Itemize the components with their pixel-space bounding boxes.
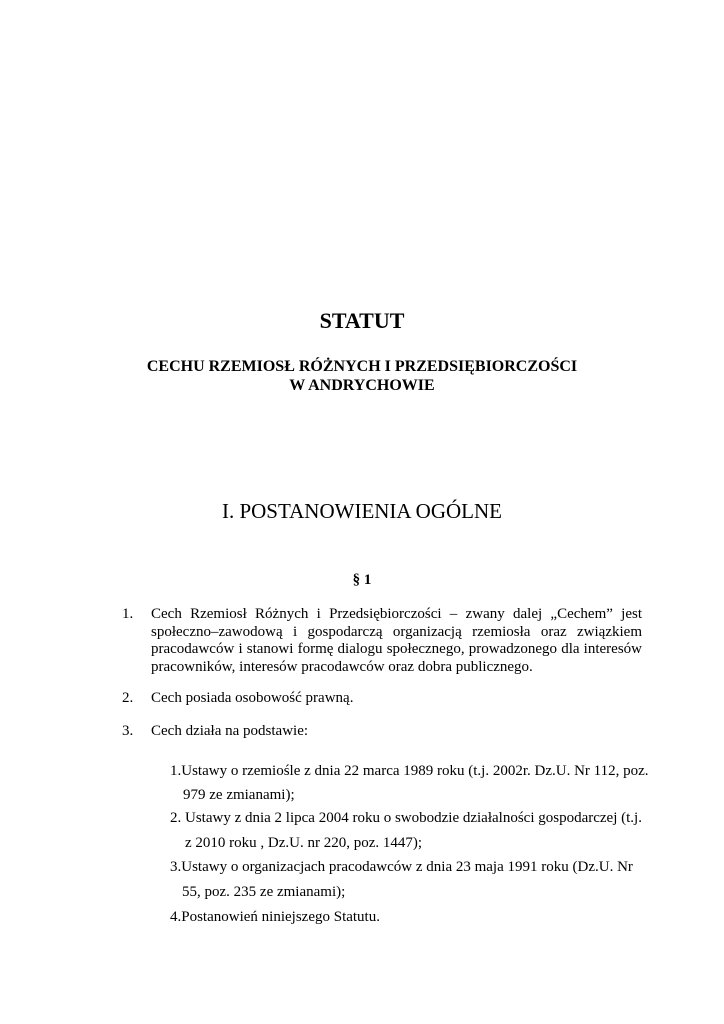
list-item-text: Cech Rzemiosł Różnych i Przedsiębiorczości – zwany dalej „Cechem” jest społeczno–zawodową i gospodarczą organizacją rzemiosła oraz związkiem pracodawców i stanowi formę dialogu społecznego, prowadzonego dla interesów pracowników, interesów pracodawców oraz dobra publicznego.	[151, 606, 642, 675]
page-title: STATUT	[319, 308, 405, 333]
legal-basis-line: 1.Ustawy o rzemiośle z dnia 22 marca 1989 roku (t.j. 2002r. Dz.U. Nr 112, poz.	[170, 763, 649, 779]
legal-basis-line: 4.Postanowień niniejszego Statutu.	[170, 909, 380, 925]
list-item-text: Cech działa na podstawie:	[151, 723, 309, 739]
subtitle-line-1: CECHU RZEMIOSŁ RÓŻNYCH I PRZEDSIĘBIORCZOŚCI	[146, 358, 578, 375]
paragraph-mark: § 1	[352, 572, 372, 588]
legal-basis-line: 2. Ustawy z dnia 2 lipca 2004 roku o swobodzie działalności gospodarczej (t.j.	[170, 810, 642, 826]
legal-basis-line: 3.Ustawy o organizacjach pracodawców z dnia 23 maja 1991 roku (Dz.U. Nr	[170, 859, 633, 875]
section-heading: I. POSTANOWIENIA OGÓLNE	[221, 499, 503, 523]
list-item-text: Cech posiada osobowość prawną.	[151, 690, 354, 706]
subtitle-line-2: W ANDRYCHOWIE	[289, 377, 435, 394]
list-item-number: 3.	[122, 723, 134, 739]
list-item-number: 2.	[122, 690, 134, 706]
list-item	[122, 606, 642, 676]
list-item	[122, 690, 642, 708]
legal-basis-line: z 2010 roku , Dz.U. nr 220, poz. 1447);	[185, 835, 423, 851]
list-item-number: 1.	[122, 606, 134, 622]
legal-basis-line: 979 ze zmianami);	[183, 787, 295, 803]
list-item	[122, 723, 642, 741]
legal-basis-line: 55, poz. 235 ze zmianami);	[182, 884, 346, 900]
